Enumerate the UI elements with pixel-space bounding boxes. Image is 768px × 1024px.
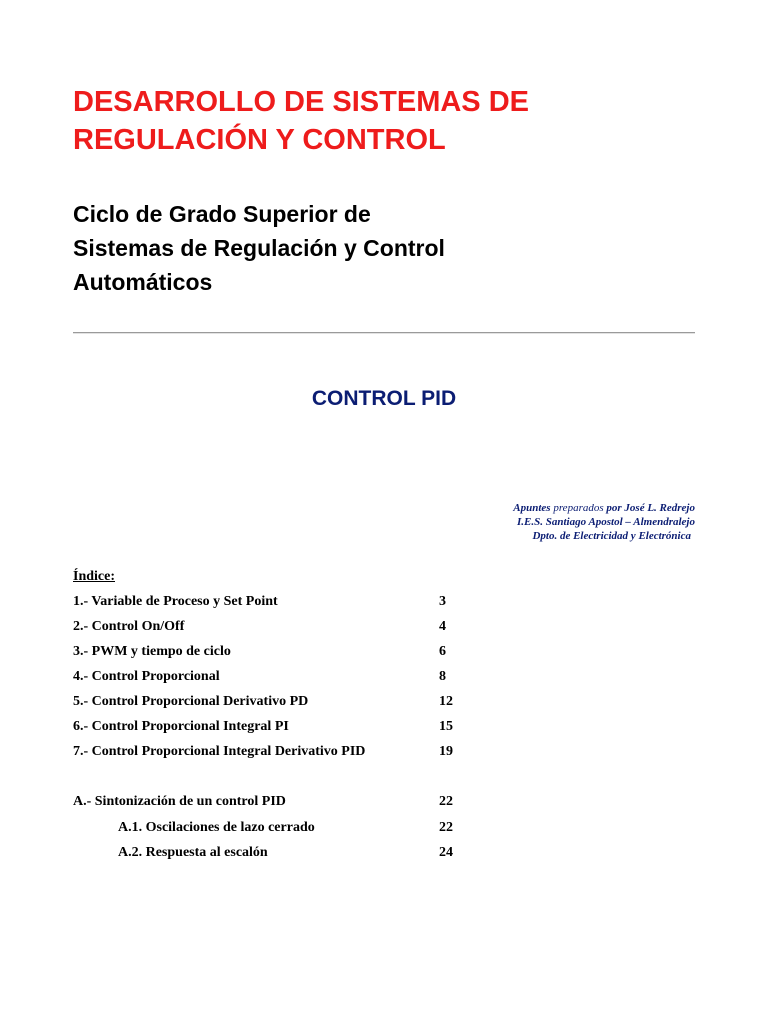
document-subtitle bbox=[73, 197, 445, 299]
toc-item-page: 19 bbox=[439, 744, 453, 759]
toc-annex-label: A.1. Oscilaciones de lazo cerrado bbox=[118, 820, 315, 835]
title-line-2: REGULACIÓN Y CONTROL bbox=[73, 124, 446, 156]
credits-line-2: I.E.S. Santiago Apostol – Almendralejo bbox=[517, 516, 695, 528]
toc-item-page: 3 bbox=[439, 594, 446, 609]
toc-item-page: 6 bbox=[439, 644, 446, 659]
toc-annex-page: 22 bbox=[439, 820, 453, 835]
toc-annex-label: A.2. Respuesta al escalón bbox=[118, 845, 268, 860]
toc-annex-label: A.- Sintonización de un control PID bbox=[73, 794, 286, 809]
credits-line-1 bbox=[513, 501, 695, 515]
toc-annex-page: 24 bbox=[439, 845, 453, 860]
toc-item-label: 4.- Control Proporcional bbox=[73, 669, 220, 684]
toc-item-label: 2.- Control On/Off bbox=[73, 619, 185, 634]
credits-preparados: preparados bbox=[550, 502, 607, 514]
toc-annex-page: 22 bbox=[439, 794, 453, 809]
toc-item-label: 5.- Control Proporcional Derivativo PD bbox=[73, 694, 309, 709]
toc-item-label: 7.- Control Proporcional Integral Derivativo PID bbox=[73, 744, 366, 759]
subtitle-line-1: Ciclo de Grado Superior de bbox=[73, 201, 371, 227]
author-credits bbox=[513, 501, 695, 543]
toc-item-page: 15 bbox=[439, 719, 453, 734]
credits-apuntes: Apuntes bbox=[513, 502, 551, 514]
toc-item-label: 1.- Variable de Proceso y Set Point bbox=[73, 594, 278, 609]
horizontal-divider bbox=[73, 332, 695, 334]
toc-item-page: 12 bbox=[439, 694, 453, 709]
toc-item-label: 3.- PWM y tiempo de ciclo bbox=[73, 644, 231, 659]
title-line-1: DESARROLLO DE SISTEMAS DE bbox=[73, 86, 529, 118]
credits-author: por José L. Redrejo bbox=[606, 502, 695, 514]
index-heading: Índice: bbox=[73, 569, 115, 584]
section-title: CONTROL PID bbox=[311, 387, 457, 410]
toc-item-page: 4 bbox=[439, 619, 446, 634]
document-title bbox=[73, 83, 529, 159]
toc-item-page: 8 bbox=[439, 669, 446, 684]
toc-item-label: 6.- Control Proporcional Integral PI bbox=[73, 719, 289, 734]
credits-line-3: Dpto. de Electricidad y Electrónica bbox=[532, 530, 691, 542]
subtitle-line-2: Sistemas de Regulación y Control bbox=[73, 235, 445, 261]
subtitle-line-3: Automáticos bbox=[73, 269, 213, 295]
